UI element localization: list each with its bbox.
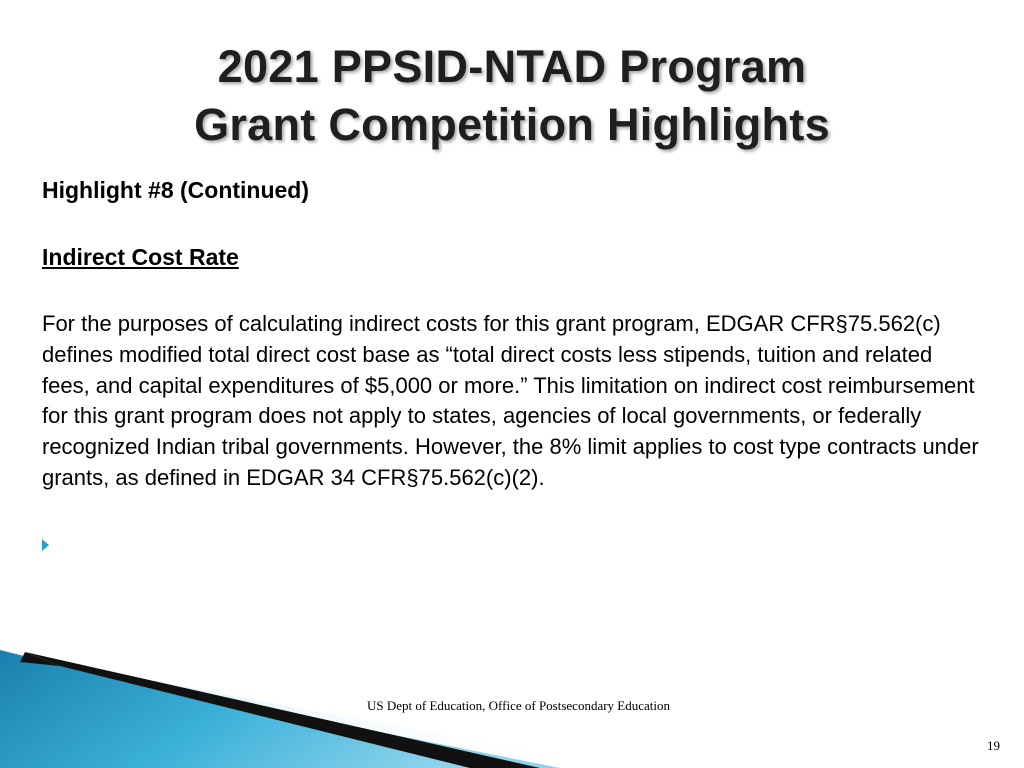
- body-paragraph: For the purposes of calculating indirect costs for this grant program, EDGAR CFR§75.562(c) defines modified total direct cost base as “total direct costs less stipends, tuition and related fees, and capital expenditures of $5,000 or more.” This limitation on indirect cost reimbursement for this grant program does not apply to states, agencies of local governments, or federally recognized Indian tribal governments. However, the 8% limit applies to cost type contracts under grants, as defined in EDGAR 34 CFR§75.562(c)(2).: [42, 311, 979, 490]
- highlight-heading: Highlight #8 (Continued): [42, 177, 310, 203]
- title-line-1: 2021 PPSID-NTAD Program: [217, 41, 807, 92]
- slide-title: [0, 38, 1024, 154]
- page-number: 19: [987, 738, 1000, 753]
- section-subheading: Indirect Cost Rate: [42, 244, 239, 270]
- title-line-2: Grant Competition Highlights: [194, 99, 830, 150]
- footer-text: US Dept of Education, Office of Postsecondary Education: [366, 698, 671, 713]
- slide-content: [42, 175, 982, 494]
- triangle-bullet-icon: [42, 539, 49, 551]
